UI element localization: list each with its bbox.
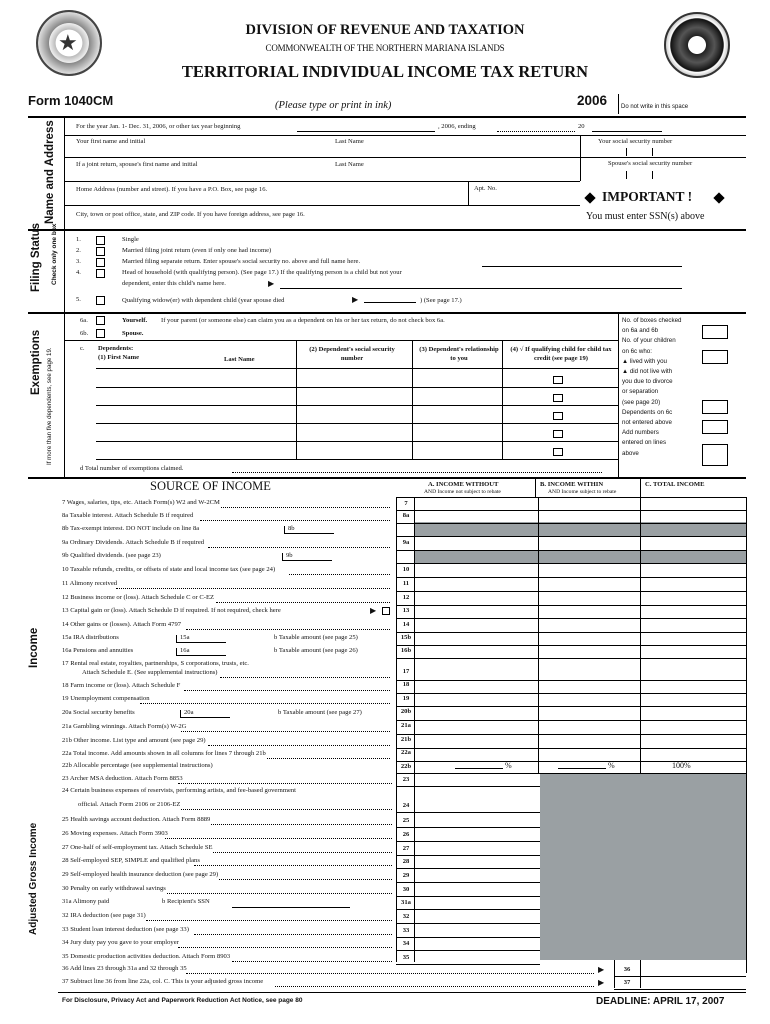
total-exemptions-label: d Total number of exemptions claimed.	[80, 465, 184, 472]
row-divider	[396, 923, 540, 924]
row-divider	[396, 645, 746, 646]
row-divider	[396, 536, 746, 537]
col-a-sub: AND Income not subject to rebate	[424, 489, 501, 495]
form-title: TERRITORIAL INDIVIDUAL INCOME TAX RETURN	[181, 62, 589, 81]
leader-dots	[194, 934, 392, 935]
child-credit-checkbox[interactable]	[553, 448, 563, 456]
line-number: 33	[402, 927, 410, 934]
line-number: 34	[402, 940, 410, 947]
income-line-label: 8b Tax-exempt interest. DO NOT include on line 8a	[62, 525, 200, 532]
inline-line-field[interactable]: 15a	[176, 635, 226, 643]
income-line-label: 21a Gambling winnings. Attach Form(s) W-2G	[62, 723, 187, 730]
leader-dots	[289, 574, 390, 575]
no-write-note: Do not write in this space	[621, 104, 689, 110]
yourself-note: If your parent (or someone else) can claim you as a dependent on his or her tax return, do not check box 6a.	[161, 317, 445, 324]
leader-dots	[165, 838, 392, 839]
income-line-label: 19 Unemployment compensation	[62, 695, 150, 702]
income-line-label: 7 Wages, salaries, tips, etc. Attach Form(s) W2 and W-2CM	[62, 499, 220, 506]
married-joint-label: Married filing joint return (even if only one had income)	[122, 247, 272, 254]
income-line-label: 22b Allocable percentage (see supplemental instructions)	[62, 762, 213, 769]
ssn-divider	[626, 148, 627, 156]
arrow-icon: ▶	[268, 279, 275, 288]
apt-label: Apt. No.	[474, 185, 497, 192]
line-number: 12	[402, 594, 410, 601]
privacy-notice: For Disclosure, Privacy Act and Paperwork Reduction Act Notice, see page 80	[62, 997, 303, 1004]
row-divider	[396, 896, 540, 897]
dep-child-credit-header: (4) √ If qualifying child for child tax credit (see page 19)	[510, 346, 612, 362]
arrow-icon: ▶	[598, 978, 605, 987]
line-number: 37	[623, 979, 631, 986]
line-number: 23	[402, 776, 410, 783]
income-line-label: 17 Rental real estate, royalties, partnerships, S corporations, trusts, etc.	[62, 660, 249, 667]
line-number: 7	[404, 500, 408, 507]
row-divider	[396, 748, 746, 749]
income-line-label: 12 Business income or (loss). Attach Schedule C or C-EZ	[62, 594, 215, 601]
row-divider	[396, 855, 540, 856]
line-number: 20b	[400, 708, 412, 715]
leader-dots	[220, 677, 390, 678]
last-name-label: Last Name	[335, 138, 364, 145]
must-ssn-note: You must enter SSN(s) above	[586, 211, 705, 222]
yourself-checkbox[interactable]	[96, 316, 105, 325]
agi-line-label: 31a Alimony paid	[62, 898, 110, 905]
line-number: 31a	[401, 899, 411, 906]
row-divider	[396, 693, 746, 694]
row-divider	[396, 550, 746, 551]
child-credit-checkbox[interactable]	[553, 412, 563, 420]
important-label: IMPORTANT !	[602, 189, 693, 204]
income-line-label: 15a IRA distributions	[62, 634, 119, 641]
agi-line-label: 34 Jury duty pay you gave to your employer	[62, 939, 179, 946]
first-name-label: Your first name and initial	[76, 138, 146, 145]
inline-line-field[interactable]: 9b	[282, 553, 332, 561]
pct-b: %	[608, 761, 615, 770]
leader-dots	[146, 920, 392, 921]
row-divider	[396, 510, 746, 511]
col-b-header: B. INCOME WITHIN	[540, 481, 604, 488]
child-credit-checkbox[interactable]	[553, 430, 563, 438]
income-line-label: 16a Pensions and annuities	[62, 647, 134, 654]
leader-dots	[181, 731, 390, 732]
child-name-field[interactable]	[280, 288, 682, 289]
row-divider	[396, 563, 746, 564]
line-number: 19	[402, 695, 410, 702]
row-divider	[396, 706, 746, 707]
line-number: 21a	[401, 722, 411, 729]
col-c-header: C. TOTAL INCOME	[645, 481, 705, 488]
married-separate-label: Married filing separate return. Enter spouse's social security no. above and full name here.	[122, 258, 361, 265]
row-divider	[396, 720, 746, 721]
agi-line-label: official. Attach Form 2106 or 2106-EZ	[78, 801, 181, 808]
agi-label: Adjusted Gross Income	[28, 822, 39, 935]
income-line-label: 14 Other gains or (losses). Attach Form 4797	[62, 621, 182, 628]
child-credit-checkbox[interactable]	[553, 376, 563, 384]
recipient-ssn-field[interactable]	[232, 907, 350, 908]
leader-dots	[208, 745, 390, 746]
leader-dots	[178, 947, 392, 948]
agi-line-label: 28 Self-employed SEP, SIMPLE and qualified plans	[62, 857, 200, 864]
dep-last-name-header: Last Name	[224, 356, 255, 363]
income-line-label: 22a Total income. Add amounts shown in all columns for lines 7 through 21b	[62, 750, 266, 757]
inline-line-field[interactable]: 8b	[284, 526, 334, 534]
line-number: 13	[402, 607, 410, 614]
spouse-label: Spouse.	[122, 330, 144, 337]
row-divider	[396, 591, 746, 592]
pct-a: %	[505, 761, 512, 770]
agi-line-label: 32 IRA deduction (see page 31)	[62, 912, 146, 919]
leader-dots	[221, 507, 390, 508]
row-divider	[396, 909, 540, 910]
income-line-label: 10 Taxable refunds, credits, or offsets of state and local income tax (see page 24)	[62, 566, 276, 573]
pct-c: 100%	[672, 761, 691, 770]
inline-line-field[interactable]: 16a	[176, 648, 226, 656]
line-number: 35	[402, 954, 410, 961]
agi-line-label: 35 Domestic production activities deduction. Attach Form 8903	[62, 953, 231, 960]
row-divider	[396, 841, 540, 842]
taxable-amount-label: b Taxable amount (see page 25)	[274, 634, 358, 641]
line-number: 14	[402, 621, 410, 628]
line-number: 21b	[400, 736, 412, 743]
year-20-label: 20	[578, 123, 585, 130]
line-number: 25	[402, 817, 410, 824]
col-a-header: A. INCOME WITHOUT	[428, 481, 499, 488]
line-number: 32	[402, 913, 410, 920]
exemption-count-box[interactable]	[702, 420, 728, 434]
widow-checkbox[interactable]	[96, 296, 105, 305]
leader-dots	[200, 520, 390, 521]
income-line-label: 8a Taxable interest. Attach Schedule B if required	[62, 512, 194, 519]
line-number: 10	[402, 566, 410, 573]
city-label: City, town or post office, state, and ZIP code. If you have foreign address, see page 16.	[76, 211, 305, 218]
row-divider	[396, 618, 746, 619]
married-joint-checkbox[interactable]	[96, 247, 105, 256]
dep-ssn-header: (2) Dependent's social security number	[309, 346, 395, 362]
row-divider	[396, 680, 746, 681]
line-number: 17	[402, 668, 410, 675]
filing-status-sub: Check only one box	[51, 223, 58, 285]
income-line-label: 9a Ordinary Dividends. Attach Schedule B if required	[62, 539, 205, 546]
income-line-label: 21b Other income. List type and amount (see page 29)	[62, 737, 206, 744]
home-address-label: Home Address (number and street). If you have a P.O. Box, see page 16.	[76, 186, 268, 193]
spouse-name-field[interactable]	[482, 266, 682, 267]
line-number: 18	[402, 681, 410, 688]
row-divider	[396, 773, 746, 774]
shaded-cell	[540, 773, 746, 960]
row-divider	[396, 950, 540, 951]
inline-line-field[interactable]: 20a	[180, 710, 230, 718]
leader-dots	[116, 588, 390, 589]
exemptions-label: Exemptions	[30, 329, 42, 395]
spouse-ssn-label: Spouse's social security number	[608, 160, 693, 167]
row-divider	[396, 734, 746, 735]
leader-dots	[211, 824, 393, 825]
line-number: 28	[402, 858, 410, 865]
leader-dots	[186, 629, 390, 630]
income-line-label: 11 Alimony received	[62, 580, 118, 587]
row-divider	[396, 937, 540, 938]
row-divider	[614, 989, 746, 990]
row-divider	[396, 786, 540, 787]
agi-line-label: 33 Student loan interest deduction (see page 33)	[62, 926, 189, 933]
arrow-icon: ▶	[370, 606, 377, 615]
row-divider	[396, 658, 746, 659]
agi-line-label: 25 Health savings account deduction. Attach Form 8889	[62, 816, 211, 823]
leader-dots	[167, 893, 392, 894]
leader-dots	[184, 690, 391, 691]
agi-line-label: 27 One-half of self-employment tax. Attach Schedule SE	[62, 844, 213, 851]
widow-label: Qualifying widow(er) with dependent child (year spouse died	[122, 297, 285, 304]
exemption-count-box[interactable]	[702, 400, 728, 414]
row-divider	[396, 761, 746, 762]
exemption-total-box[interactable]	[702, 444, 728, 466]
arrow-icon: ▶	[352, 295, 359, 304]
leader-dots	[178, 783, 392, 784]
line-number: 15b	[400, 634, 412, 641]
exemption-count-box[interactable]	[702, 325, 728, 339]
line-number: 11	[402, 580, 410, 587]
row-divider	[396, 632, 746, 633]
line-number: 22a	[401, 749, 411, 756]
head-household-checkbox[interactable]	[96, 269, 105, 278]
dep-relationship-header: (3) Dependent's relationship to you	[419, 346, 499, 362]
recipient-ssn-label: b Recipient's SSN	[162, 898, 210, 905]
ssn-label: Your social security number	[598, 138, 673, 145]
form-number: Form 1040CM	[28, 93, 114, 108]
line-number: 24	[402, 802, 410, 809]
head-household-label: Head of household (with qualifying person). (See page 17.) If the qualifying person is a child but not your	[122, 269, 402, 276]
income-line-label: 9b Qualified dividends. (see page 23)	[62, 552, 161, 559]
year-spouse-died-field[interactable]	[364, 302, 416, 303]
leader-dots	[216, 602, 390, 603]
spouse-first-label: If a joint return, spouse's first name and initial	[76, 161, 198, 168]
line-number: 36	[623, 966, 631, 973]
print-note: (Please type or print in ink)	[275, 100, 392, 111]
widow-tail: ) (See page 17.)	[420, 297, 462, 304]
exemptions-sub: If more than five dependents, see page 19.	[46, 347, 53, 465]
line-number: 9a	[402, 539, 410, 546]
income-label: Income	[28, 627, 40, 668]
leader-dots	[181, 809, 392, 810]
leader-dots	[140, 703, 390, 704]
income-line-label: 13 Capital gain or (loss). Attach Schedule D if required. If not required, check here	[62, 607, 281, 614]
important-right-icon	[713, 192, 724, 203]
row-divider	[396, 605, 746, 606]
agi-line-label: 30 Penalty on early withdrawal savings	[62, 885, 166, 892]
income-line-label: 18 Farm income or (loss). Attach Schedule F	[62, 682, 181, 689]
row-divider	[614, 976, 746, 977]
income-line-label: 20a Social security benefits	[62, 709, 135, 716]
spouse-checkbox[interactable]	[96, 329, 105, 338]
single-label: Single	[122, 236, 139, 243]
agi-line-label: 29 Self-employed health insurance deduction (see page 29)	[62, 871, 219, 878]
line-number: 26	[402, 831, 410, 838]
spouse-last-label: Last Name	[335, 161, 364, 168]
filing-status-label: Filing Status	[30, 223, 42, 292]
row-divider	[396, 523, 746, 524]
agi-line-label: 36 Add lines 23 through 31a and 32 through 35	[62, 965, 187, 972]
agi-line-label: 24 Certain business expenses of reservists, performing artists, and fee-based government	[62, 787, 297, 794]
line-number: 16b	[400, 647, 412, 654]
capital-gain-checkbox[interactable]	[382, 607, 390, 615]
line-number: 27	[402, 845, 410, 852]
tax-year-line: For the year Jan. 1- Dec. 31, 2006, or other tax year beginning	[76, 123, 241, 130]
col-b-sub: AND Income subject to rebate	[548, 489, 617, 495]
married-separate-checkbox[interactable]	[96, 258, 105, 267]
page-title: DIVISION OF REVENUE AND TAXATION	[245, 22, 525, 38]
leader-dots	[186, 973, 594, 974]
agi-line-label: 37 Subtract line 36 from line 22a, col. C. This is your adjusted gross income	[62, 978, 264, 985]
single-checkbox[interactable]	[96, 236, 105, 245]
agi-line-label: 23 Archer MSA deduction. Attach Form 8853	[62, 775, 183, 782]
dependents-label: Dependents:	[98, 345, 134, 352]
child-name-label: dependent, enter this child's name here.	[122, 280, 226, 287]
leader-dots	[194, 865, 392, 866]
taxable-amount-label: b Taxable amount (see page 26)	[274, 647, 358, 654]
row-divider	[396, 964, 540, 965]
taxable-amount-label: b Taxable amount (see page 27)	[278, 709, 362, 716]
leader-dots	[267, 758, 390, 759]
name-address-label: Name and Address	[44, 120, 56, 224]
leader-dots	[213, 852, 392, 853]
row-divider	[396, 882, 540, 883]
line-number: 30	[402, 886, 410, 893]
page-subtitle: COMMONWEALTH OF THE NORTHERN MARIANA ISLANDS	[265, 43, 505, 53]
leader-dots	[275, 986, 594, 987]
leader-dots	[219, 879, 392, 880]
shaded-cell	[414, 522, 746, 536]
leader-dots	[232, 961, 392, 962]
line-number: 29	[402, 872, 410, 879]
ending-label: , 2006, ending	[438, 123, 476, 130]
exemption-count-box[interactable]	[702, 350, 728, 364]
deadline: DEADLINE: APRIL 17, 2007	[596, 996, 725, 1007]
yourself-label: Yourself.	[122, 317, 148, 324]
row-divider	[396, 577, 746, 578]
dep-first-name-header: (1) First Name	[98, 354, 140, 361]
child-credit-checkbox[interactable]	[553, 394, 563, 402]
arrow-icon: ▶	[598, 965, 605, 974]
star-icon: ★	[58, 30, 78, 55]
exemption-side-notes: No. of boxes checked on 6a and 6b No. of your children on 6c who: ▲ lived with you ▲ did not live with you due to divorce or separation (see page 20) Dependents on 6c not entered above Add numbers entered on lines above	[622, 317, 682, 457]
row-divider	[396, 827, 540, 828]
line-number: 22b	[400, 763, 412, 770]
line-number: 8a	[402, 512, 410, 519]
row-divider	[396, 812, 540, 813]
shaded-cell	[414, 550, 746, 564]
row-divider	[396, 868, 540, 869]
source-of-income-header: SOURCE OF INCOME	[150, 479, 271, 493]
tax-year: 2006	[577, 93, 608, 108]
agi-line-label: 26 Moving expenses. Attach Form 3903	[62, 830, 168, 837]
income-line-label: Attach Schedule E. (See supplemental instructions)	[82, 669, 218, 676]
important-left-icon	[584, 192, 595, 203]
leader-dots	[208, 547, 390, 548]
